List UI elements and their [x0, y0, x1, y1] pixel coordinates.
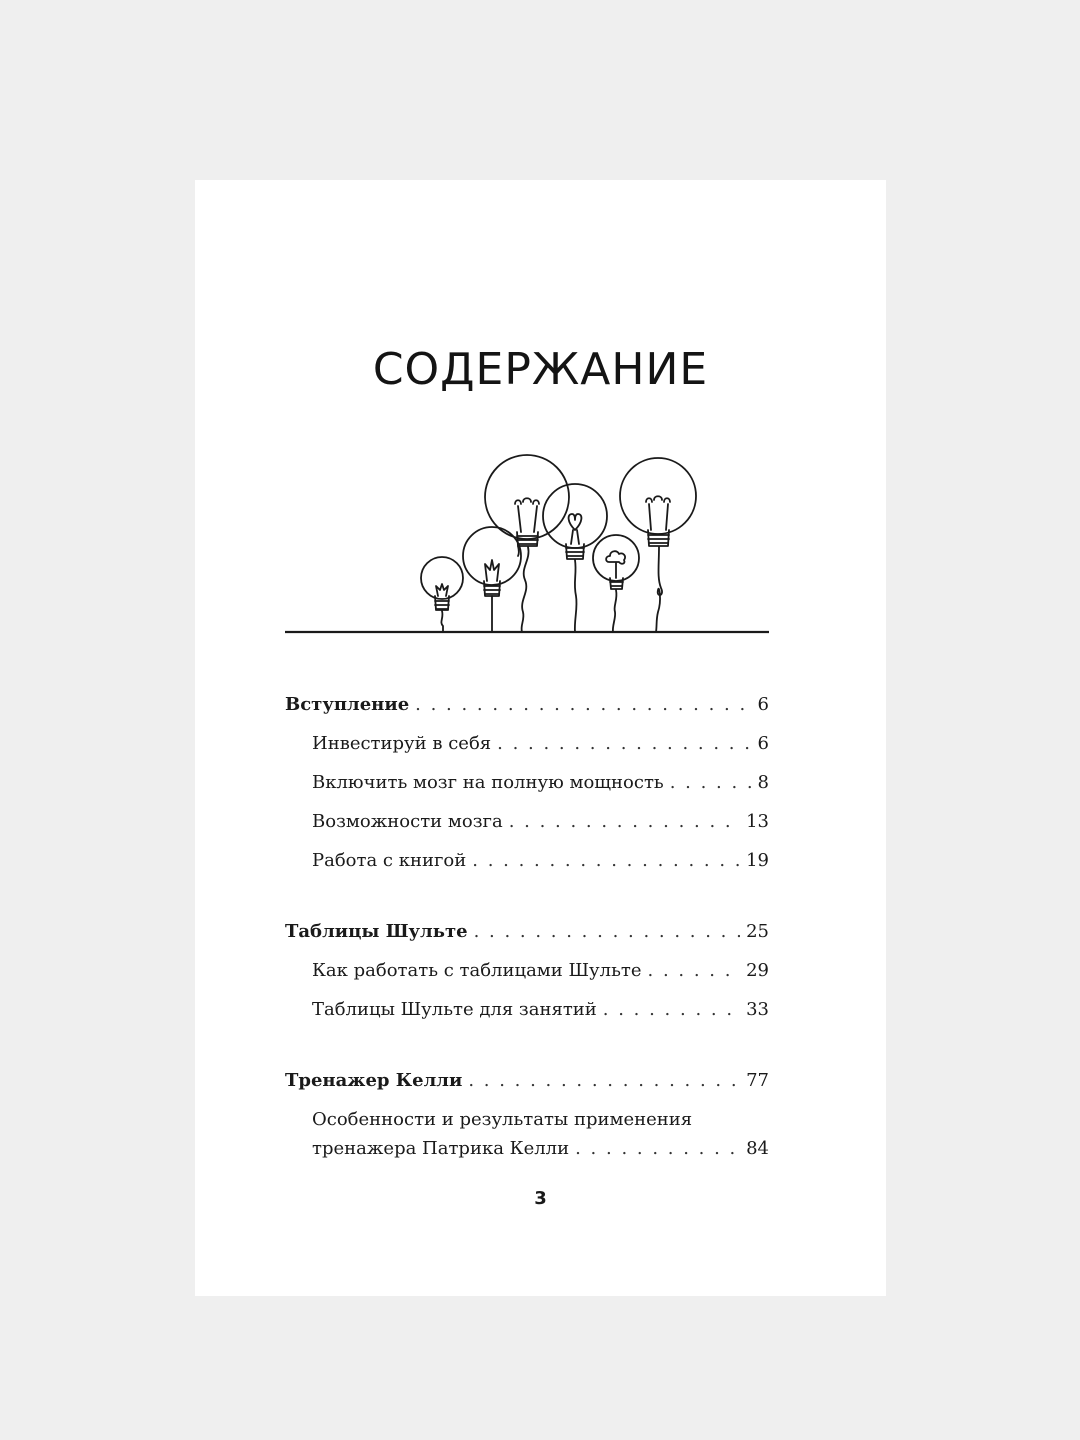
light-bulbs-illustration	[285, 450, 769, 635]
bulb-icon	[421, 556, 463, 632]
toc-item[interactable]	[285, 768, 769, 807]
toc-item[interactable]	[285, 807, 769, 846]
toc-section[interactable]	[285, 917, 769, 956]
bulb-icon	[463, 527, 521, 632]
toc-page-number: 19	[746, 850, 769, 871]
toc-page-number: 6	[757, 694, 769, 715]
toc-leader-dots	[509, 807, 740, 836]
toc-item-title: Таблицы Шульте для занятий	[312, 999, 597, 1020]
toc-page-number: 33	[746, 999, 769, 1020]
toc-leader-dots	[575, 1134, 740, 1163]
table-of-contents	[285, 690, 769, 1163]
toc-page-number: 13	[746, 811, 769, 832]
toc-item-title-line2: тренажера Патрика Келли	[312, 1138, 570, 1159]
toc-leader-dots	[603, 995, 740, 1024]
toc-item[interactable]	[285, 1105, 769, 1163]
book-page	[195, 180, 886, 1296]
toc-section-title: Вступление	[285, 694, 410, 715]
toc-leader-dots	[648, 956, 741, 985]
toc-page-number: 29	[746, 960, 769, 981]
bulb-icon	[485, 455, 569, 632]
toc-item-title: Включить мозг на полную мощность	[312, 772, 664, 793]
bulb-icon	[620, 458, 696, 632]
toc-section[interactable]	[285, 1066, 769, 1105]
toc-item-title-line1: Особенности и результаты применения	[312, 1109, 693, 1130]
toc-leader-dots	[472, 846, 740, 875]
toc-leader-dots	[497, 729, 751, 758]
toc-section-title: Тренажер Келли	[285, 1070, 463, 1091]
toc-page-number: 25	[746, 921, 769, 942]
toc-leader-dots	[468, 1066, 740, 1095]
toc-item-title: Возможности мозга	[312, 811, 503, 832]
page-title: СОДЕРЖАНИЕ	[372, 344, 709, 395]
toc-item-title: Инвестируй в себя	[312, 733, 492, 754]
toc-item[interactable]	[285, 846, 769, 885]
toc-page-number: 8	[757, 772, 769, 793]
toc-page-number: 77	[746, 1070, 769, 1091]
toc-page-number: 6	[757, 733, 769, 754]
toc-page-number: 84	[746, 1138, 769, 1159]
toc-item-title: Работа с книгой	[312, 850, 467, 871]
toc-leader-dots	[415, 690, 751, 719]
toc-section-title: Таблицы Шульте	[285, 921, 468, 942]
bulb-icon	[543, 484, 607, 632]
toc-item[interactable]	[285, 995, 769, 1034]
toc-item[interactable]	[285, 956, 769, 995]
page-number: 3	[534, 1188, 547, 1209]
toc-item[interactable]	[285, 729, 769, 768]
toc-leader-dots	[670, 768, 752, 797]
toc-section[interactable]	[285, 690, 769, 729]
bulb-icon	[593, 535, 639, 632]
toc-leader-dots	[474, 917, 741, 946]
toc-item-title: Как работать с таблицами Шульте	[312, 960, 642, 981]
